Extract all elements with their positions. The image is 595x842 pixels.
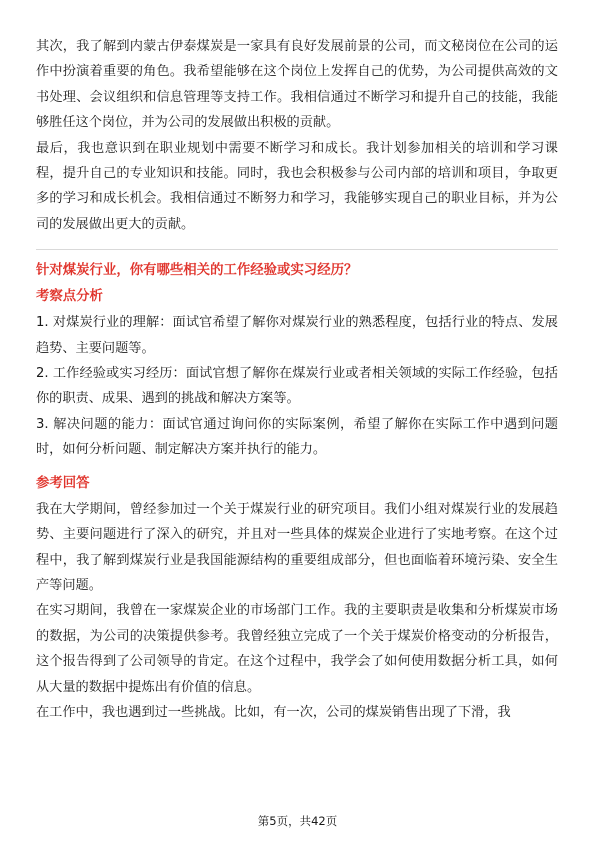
page-number: 第5页，共42页: [257, 814, 338, 828]
intro-paragraph-1: 其次，我了解到内蒙古伊泰煤炭是一家具有良好发展前景的公司，而文秘岗位在公司的运作中扮演着重要的角色。我希望能够在这个岗位上发挥自己的优势，为公司提供高效的文书处理、会议组织和信息管理等支持工作。我相信通过不断学习和提升自己的技能，我能够胜任这个岗位，并为公司的发展做出积极的贡献。: [36, 39, 558, 131]
document-page: [36, 34, 558, 725]
analysis-item-3: 3. 解决问题的能力：面试官通过询问你的实际案例，希望了解你在实际工作中遇到问题时，如何分析问题、制定解决方案并执行的能力。: [36, 416, 558, 458]
section-gap: [36, 463, 558, 471]
section-divider: [36, 249, 558, 250]
answer-paragraph-2: 在实习期间，我曾在一家煤炭企业的市场部门工作。我的主要职责是收集和分析煤炭市场的数据，为公司的决策提供参考。我曾经独立完成了一个关于煤炭价格变动的分析报告，这个报告得到了公司领导的肯定。在这个过程中，我学会了如何使用数据分析工具，如何从大量的数据中提炼出有价值的信息。: [36, 603, 558, 695]
answer-paragraph-3: 在工作中，我也遇到过一些挑战。比如，有一次，公司的煤炭销售出现了下滑，我: [36, 704, 511, 720]
interview-question: 针对煤炭行业，你有哪些相关的工作经验或实习经历？: [36, 263, 358, 279]
analysis-heading: 考察点分析: [36, 289, 103, 305]
analysis-item-1: 1. 对煤炭行业的理解：面试官希望了解你对煤炭行业的熟悉程度，包括行业的特点、发展趋势、主要问题等。: [36, 315, 558, 356]
answer-paragraph-1: 我在大学期间，曾经参加过一个关于煤炭行业的研究项目。我们小组对煤炭行业的发展趋势、主要问题进行了深入的研究，并且对一些具体的煤炭企业进行了实地考察。在这个过程中，我了解到煤炭行业是我国能源结构的重要组成部分，但也面临着环境污染、安全生产等问题。: [36, 501, 558, 593]
intro-paragraph-2: 最后，我也意识到在职业规划中需要不断学习和成长。我计划参加相关的培训和学习课程，提升自己的专业知识和技能。同时，我也会积极参与公司内部的培训和项目，争取更多的学习和成长机会。我相信通过不断努力和学习，我能够实现自己的职业目标，并为公司的发展做出更大的贡献。: [36, 140, 558, 232]
analysis-item-2: 2. 工作经验或实习经历：面试官想了解你在煤炭行业或者相关领域的实际工作经验，包括你的职责、成果、遇到的挑战和解决方案等。: [36, 366, 558, 407]
answer-heading: 参考回答: [36, 475, 90, 491]
